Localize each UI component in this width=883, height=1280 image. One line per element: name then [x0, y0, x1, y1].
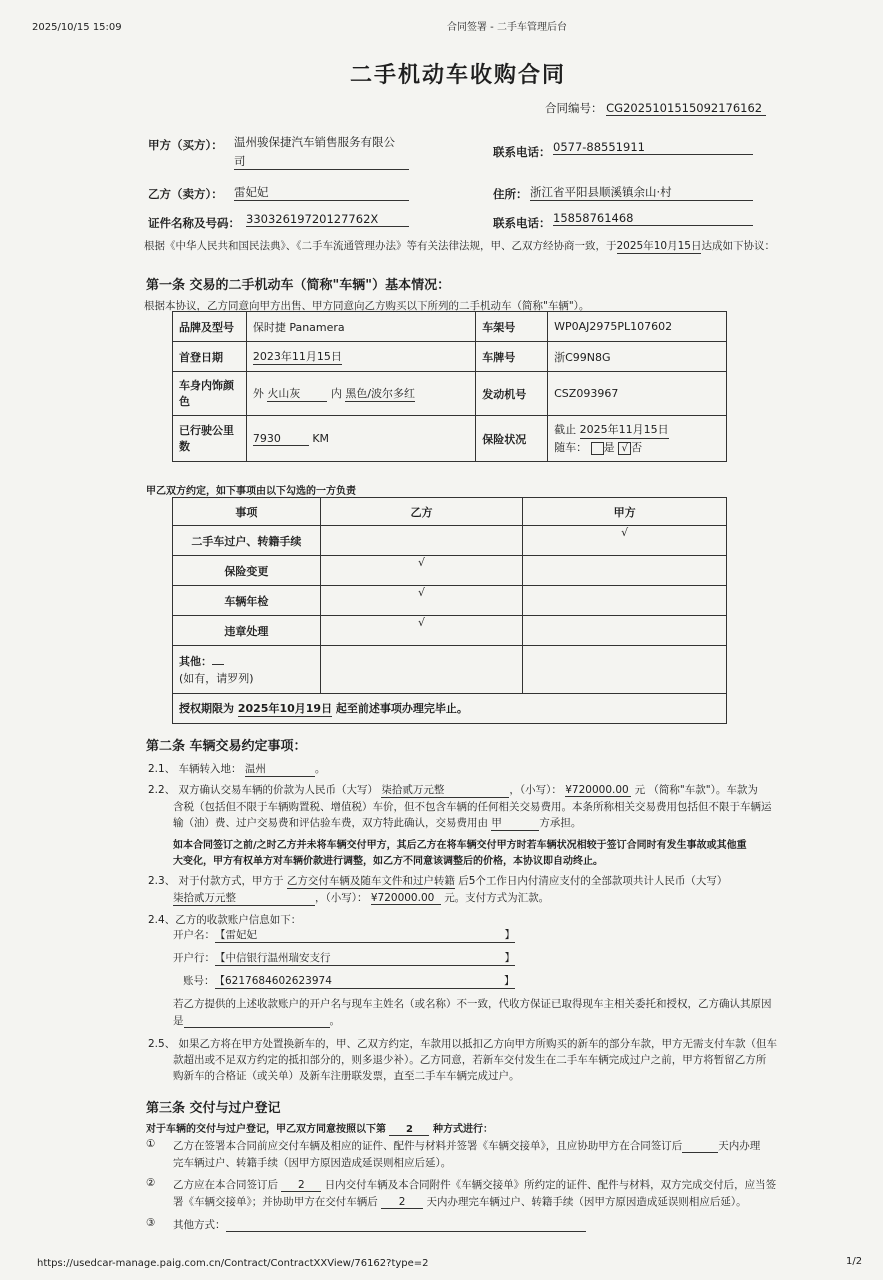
clause-2-4-note2: 是 。	[173, 1015, 340, 1027]
intro-text: 根据《中华人民共和国民法典》、《二手车流通管理办法》等有关法律法规，甲、乙双方经协商一致，于2025年10月15日达成如下协议：	[144, 240, 775, 252]
clause-2-4-title: 2.4、乙方的收款账户信息如下：	[148, 914, 302, 926]
duty-row	[173, 616, 727, 646]
duty-item: 车辆年检	[173, 586, 321, 616]
plate-label: 车牌号	[476, 342, 548, 372]
duty-header: 甲方	[523, 498, 727, 526]
duty-check-b: √	[320, 586, 523, 616]
party-b-phone: 15858761468	[553, 211, 753, 226]
clause-2-2-line1: 2.2、 双方确认交易车辆的价款为人民币（大写） 柒拾贰万元整 ，（小写）： ¥720000.00 元 （简称"车款"）。车款为	[148, 784, 758, 796]
duty-intro: 甲乙双方约定，如下事项由以下勾选的一方负责	[146, 486, 356, 497]
clause-2-3-line2: 柒拾贰万元整 ，（小写）： ¥720000.00 元。支付方式为汇款。	[173, 892, 550, 904]
duty-item: 保险变更	[173, 556, 321, 586]
party-b-phone-label: 联系电话：	[493, 216, 551, 230]
option-1-line1: 乙方在签署本合同前应交付车辆及相应的证件、配件与材料并签署《车辆交接单》，且应协助甲方在合同签订后 天内办理	[173, 1140, 761, 1152]
plate-value: 浙C99N8G	[548, 342, 727, 372]
mileage-label: 已行驶公里数	[173, 416, 247, 462]
party-b-addr-label: 住所：	[493, 187, 528, 201]
duty-table	[172, 497, 727, 724]
party-b-id-label: 证件名称及号码：	[148, 216, 240, 230]
option-3-num: ③	[146, 1217, 156, 1229]
party-a-name-line2: 司	[234, 153, 409, 170]
duty-item: 二手车过户、转籍手续	[173, 526, 321, 556]
party-b-addr: 浙江省平阳县顺溪镇余山·村	[530, 184, 753, 201]
option-2-num: ②	[146, 1177, 156, 1189]
option-2-line2: 署《车辆交接单》；并协助甲方在交付车辆后 2 天内办理完车辆过户、转籍手续（因甲方原因造成延误则相应后延）。	[173, 1196, 747, 1208]
print-url: https://usedcar-manage.paig.com.cn/Contract/ContractXXView/76162?type=2	[37, 1258, 429, 1269]
ext-color: 火山灰	[267, 385, 327, 402]
vin-value: WP0AJ2975PL107602	[548, 312, 727, 342]
duty-check-a	[523, 586, 727, 616]
insurance-date: 2025年11月15日	[580, 421, 669, 439]
int-color: 黑色/波尔多红	[345, 387, 416, 400]
account-no: 6217684602623974	[225, 975, 332, 987]
engine-value: CSZ093967	[548, 372, 727, 416]
delivery-days: 2	[281, 1179, 321, 1192]
section1-title: 第一条 交易的二手机动车（简称"车辆"）基本情况：	[146, 278, 451, 293]
payment-lower: ¥720000.00	[371, 892, 441, 905]
transfer-days: 2	[381, 1196, 423, 1209]
brand-value: 保时捷 Panamera	[246, 312, 475, 342]
clause-2-5-line2: 款超出或不足双方约定的抵扣部分的，则多退少补）。乙方同意，若新车交付发生在二手车车辆完成过户之前，甲方将暂留乙方所	[173, 1054, 767, 1066]
engine-label: 发动机号	[476, 372, 548, 416]
duty-check-b: √	[320, 556, 523, 586]
print-datetime: 2025/10/15 15:09	[32, 22, 122, 33]
option-3-row: 其他方式：	[173, 1217, 586, 1232]
transfer-city: 温州	[245, 761, 315, 777]
insurance-label: 保险状况	[476, 416, 548, 462]
party-b-label: 乙方（卖方）：	[148, 187, 223, 201]
party-a-phone: 0577-88551911	[553, 140, 753, 155]
duty-item: 违章处理	[173, 616, 321, 646]
section2-title: 第二条 车辆交易约定事项：	[146, 739, 307, 754]
account-no-row: 账号：【6217684602623974 】	[183, 975, 515, 987]
duty-check-a	[523, 616, 727, 646]
clause-2-3-line1: 2.3、 对于付款方式，甲方于 乙方交付车辆及随车文件和过户转籍 后5个工作日内付清应支付的全部款项共计人民币（大写）	[148, 875, 728, 887]
vehicle-row	[173, 342, 727, 372]
contract-title: 二手机动车收购合同	[350, 63, 567, 88]
duty-check-a: √	[523, 526, 727, 556]
clause-2-5-line3: 购新车的合格证（或关单）及新车注册联发票，直至二手车车辆完成过户。	[173, 1070, 520, 1082]
option-1-num: ①	[146, 1138, 156, 1150]
print-page-title: 合同签署 - 二手车管理后台	[447, 22, 567, 33]
vehicle-table	[172, 311, 727, 462]
mileage-value: 7930	[253, 432, 309, 446]
price-upper: 柒拾贰万元整	[381, 782, 509, 798]
contract-no-label: 合同编号：	[545, 101, 603, 115]
vin-label: 车架号	[476, 312, 548, 342]
option-1-line2: 完车辆过户、转籍手续（因甲方原因造成延误则相应后延）。	[173, 1157, 452, 1169]
contract-no: CG20251015150921761​62	[606, 101, 766, 116]
duty-row	[173, 586, 727, 616]
other-note: (如有，请罗列)	[179, 671, 254, 685]
section3-title: 第三条 交付与过户登记	[146, 1101, 281, 1116]
price-lower: ¥720000.00	[565, 784, 631, 797]
fee-payer: 甲	[491, 815, 539, 831]
vehicle-row: 已行驶公里数 7930 KM 保险状况 截止 2025年11月15日 随车： 是 √ 否	[173, 416, 727, 462]
duty-header-row	[173, 498, 727, 526]
party-a-phone-label: 联系电话：	[493, 145, 551, 159]
account-name: 雷妃妃	[225, 929, 257, 941]
print-page-num: 1/2	[846, 1256, 863, 1267]
auth-date: 2025年10月19日	[237, 702, 333, 715]
section1-intro: 根据本协议，乙方同意向甲方出售、甲方同意向乙方购买以下所列的二手机动车（简称"车辆"）。	[144, 300, 590, 312]
option-2-line1: 乙方应在本合同签订后 2 日内交付车辆及本合同附件《车辆交接单》所约定的证件、配件与材料，双方完成交付后，应当签	[173, 1179, 777, 1191]
duty-check-a	[523, 556, 727, 586]
auth-row: 授权期限为 2025年10月19日 起至前述事项办理完毕止。	[173, 694, 727, 724]
checkbox-no: √	[618, 442, 631, 455]
clause-2-4-note: 若乙方提供的上述收款账户的开户名与现车主姓名（或名称）不一致，代收方保证已取得现车主相关委托和授权，乙方确认其原因	[173, 998, 772, 1010]
party-a-label: 甲方（买方）：	[148, 138, 223, 152]
clause-2-2-bold2: 大变化，甲方有权单方对车辆价款进行调整，如乙方不同意该调整后的价格，本协议即自动终止。	[173, 856, 603, 867]
clause-2-2-line2: 含税（包括但不限于车辆购置税、增值税）车价，但不包含车辆的任何相关交易费用。本条所称相关交易费用包括但不限于车辆运	[173, 801, 772, 813]
duty-row	[173, 556, 727, 586]
vehicle-row: 车身内饰颜色 外 火山灰 内 黑色/波尔多红 发动机号 CSZ093967	[173, 372, 727, 416]
duty-check-b	[320, 526, 523, 556]
clause-2-1: 2.1、 车辆转入地： 温州 。	[148, 763, 326, 775]
clause-2-5-line1: 2.5、 如果乙方将在甲方处置换新车的，甲、乙双方约定，车款用以抵扣乙方向甲方所购买的新车的部分车款，甲方无需支付车款（但车	[148, 1038, 778, 1050]
account-name-row: 开户名：【雷妃妃 】	[173, 929, 515, 941]
duty-row	[173, 526, 727, 556]
reg-value: 2023年11月15日	[252, 350, 342, 363]
other-label: 其他：	[179, 654, 212, 668]
party-b-name: 雷妃妃	[234, 184, 409, 201]
delivery-option: 2	[389, 1124, 429, 1136]
duty-row-other	[173, 646, 727, 694]
section3-intro: 对于车辆的交付与过户登记，甲乙双方同意按照以下第 2 种方式进行：	[146, 1124, 493, 1135]
clause-2-2-bold1: 如本合同签订之前/之时乙方并未将车辆交付甲方，其后乙方在将车辆交付甲方时若车辆状况相较于签订合同时有发生事故或其他重	[173, 840, 747, 851]
checkbox-yes	[591, 442, 604, 455]
duty-header: 事项	[173, 498, 321, 526]
color-label: 车身内饰颜色	[173, 372, 247, 416]
duty-header: 乙方	[320, 498, 523, 526]
clause-2-2-line3: 输（油）费、过户交易费和评估验车费，双方特此确认，交易费用由 甲 方承担。	[173, 817, 582, 829]
party-b-id: 33032619720127762X	[246, 212, 409, 227]
party-a-name-line1: 温州骏保捷汽车销售服务有限公	[234, 135, 395, 149]
reg-label: 首登日期	[173, 342, 247, 372]
payment-upper: 柒拾贰万元整	[173, 890, 315, 906]
intro-date: 2025年10月15日	[616, 240, 702, 252]
duty-check-b: √	[320, 616, 523, 646]
brand-label: 品牌及型号	[173, 312, 247, 342]
vehicle-row	[173, 312, 727, 342]
bank-name: 中信银行温州瑞安支行	[225, 952, 331, 964]
bank-row: 开户行：【中信银行温州瑞安支行 】	[173, 952, 515, 964]
